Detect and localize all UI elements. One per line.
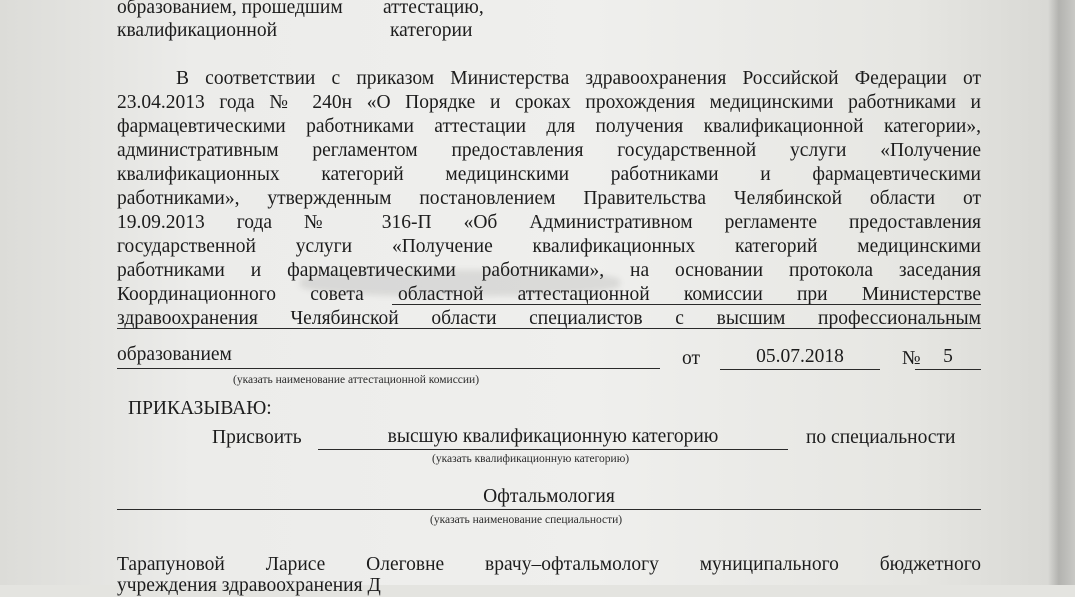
footer-line-2-partial: учреждения здравоохранения Д: [117, 575, 381, 596]
category-hint: (указать квалификационную категорию): [432, 453, 630, 465]
body-line: Координационного совета областной аттестационной комиссии при Министерстве: [117, 284, 981, 305]
assign-label: Присвоить: [212, 427, 302, 448]
commission-hint: (указать наименование аттестационной комиссии): [233, 374, 480, 386]
specialty-value: Офтальмология: [483, 486, 615, 507]
body-line: здравоохранения Челябинской области специалистов с высшим профессиональным: [117, 308, 981, 329]
footer-line-1: Тарапуновой Ларисе Олеговне врачу–офтальмологу муниципального бюджетного: [117, 554, 981, 575]
category-underline: [318, 449, 788, 450]
header-left-line-2: квалификационной: [117, 20, 277, 41]
body-line: работниками», утвержденным постановлением Правительства Челябинской области от: [117, 188, 981, 209]
category-value: высшую квалификационную категорию: [387, 426, 719, 447]
header-right-line-2: категории: [390, 20, 473, 41]
order-heading: ПРИКАЗЫВАЮ:: [128, 398, 272, 419]
from-label: от: [682, 348, 701, 369]
commission-underline-2: [117, 328, 981, 329]
body-line: В соответствии с приказом Министерства здравоохранения Российской Федерации от: [176, 68, 981, 89]
specialty-label: по специальности: [806, 427, 956, 448]
date-underline: [720, 369, 880, 370]
header-left-line-1: образованием, прошедшим: [117, 0, 343, 18]
scan-smudge: [300, 270, 620, 296]
body-line: административным регламентом предоставления государственной услуги «Получение: [117, 140, 981, 161]
number-underline: [915, 369, 981, 370]
commission-underline-3: [117, 368, 660, 369]
body-line: 19.09.2013 года № 316-П «Об Административном регламенте предоставления: [117, 212, 981, 233]
header-right-line-1: аттестацию,: [383, 0, 484, 18]
page-fold-shadow: [1048, 0, 1075, 585]
body-line: государственной услуги «Получение квалификационных категорий медицинскими: [117, 236, 981, 257]
body-line: фармацевтическими работниками аттестации для получения квалификационной категории»,: [117, 116, 981, 137]
protocol-number: 5: [943, 346, 953, 367]
number-sign: №: [902, 348, 921, 369]
specialty-hint: (указать наименование специальности): [430, 514, 623, 526]
commission-underline-1: [392, 304, 981, 305]
protocol-date: 05.07.2018: [756, 346, 844, 367]
commission-last-line: образованием: [117, 344, 232, 365]
body-line: квалификационных категорий медицинскими работниками и фармацевтическими: [117, 164, 981, 185]
specialty-underline: [117, 509, 981, 510]
body-line: 23.04.2013 года № 240н «О Порядке и сроках прохождения медицинскими работниками и: [117, 92, 981, 113]
body-line: работниками и фармацевтическими работниками», на основании протокола заседания: [117, 260, 981, 281]
